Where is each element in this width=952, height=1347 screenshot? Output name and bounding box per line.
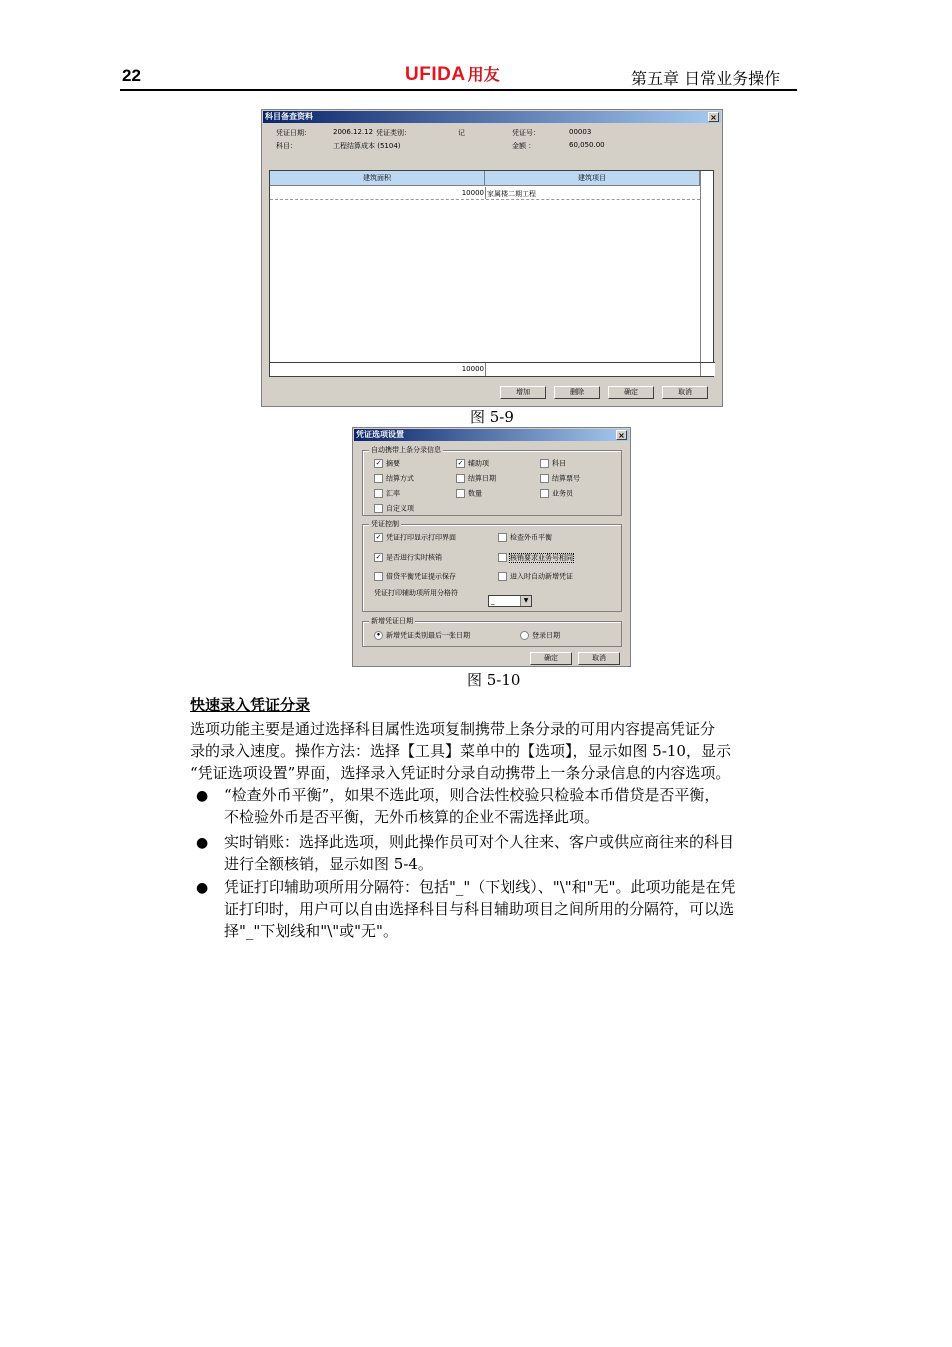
radio-icon[interactable] [520,631,529,640]
voucher-no-label: 凭证号： [512,129,540,137]
checkbox-checked-icon[interactable]: ✓ [375,553,382,561]
new-voucher-date-group [362,617,622,647]
table-row[interactable] [270,187,700,200]
checkbox-checked-icon[interactable]: ✓ [375,459,382,467]
checkbox-icon[interactable] [540,474,549,483]
checkbox-checked-icon[interactable]: ✓ [457,459,464,467]
group-title: 自动携带上条分录信息 [371,446,441,454]
cancel-button[interactable]: 取消 [662,386,708,399]
voucher-no-value: 00003 [569,128,592,136]
chapter-title: 第五章 日常业务操作 [631,69,781,88]
bullet-line: 实时销账：选择此选项，则此操作员可对个人往来、客户或供应商往来的科目 [224,833,735,851]
paragraph-line: “凭证选项设置”界面，选择录入凭证时分录自动携带上一条分录信息的内容选项。 [190,764,731,782]
checkbox-icon[interactable] [498,572,507,581]
option-settlement-method[interactable]: 结算方式 [374,474,414,484]
checkbox-icon[interactable] [540,459,549,468]
option-auto-new-voucher[interactable]: 进入时自动新增凭证 [498,572,573,582]
column-header-project[interactable]: 建筑项目 [485,171,700,186]
group-title: 新增凭证日期 [371,617,413,625]
option-check-foreign-balance[interactable]: 检查外币平衡 [498,533,552,543]
close-icon[interactable]: × [708,112,719,122]
option-writeoff-same-business-no[interactable]: 核销要求业务号相同 [498,553,573,563]
checkbox-icon[interactable] [374,489,383,498]
option-salesperson[interactable]: 业务员 [540,489,573,499]
add-button[interactable]: 增加 [500,386,546,399]
page-number: 22 [122,66,141,85]
checkbox-icon[interactable] [498,553,507,562]
checkbox-icon[interactable] [456,474,465,483]
option-exchange-rate[interactable]: 汇率 [374,489,400,499]
ok-button[interactable]: 确定 [608,386,654,399]
subject-memo-dialog [261,109,723,407]
paragraph-line: 录的录入速度。操作方法：选择【工具】菜单中的【选项】，显示如图 5-10，显示 [190,742,731,760]
header-rule [120,89,797,91]
total-row [270,362,715,376]
separator-value: _ [491,597,495,605]
checkbox-icon[interactable] [456,489,465,498]
option-settlement-date[interactable]: 结算日期 [456,474,496,484]
voucher-date-label: 凭证日期： [276,129,311,137]
figure-caption-5-10: 图 5-10 [467,671,521,689]
ok-button[interactable]: 确定 [530,652,572,665]
option-custom[interactable]: 自定义项 [374,504,414,514]
amount-value: 60,050.00 [569,141,605,149]
checkbox-icon[interactable] [374,474,383,483]
bullet-line: 证打印时，用户可以自由选择科目与科目辅助项目之间所用的分隔符，可以选 [224,900,735,918]
checkbox-checked-icon[interactable]: ✓ [375,533,382,541]
bullet-line: 进行全额核销，显示如图 5-4。 [224,855,433,873]
option-settlement-no[interactable]: 结算票号 [540,474,580,484]
checkbox-icon[interactable] [498,533,507,542]
radio-login-date[interactable]: 登录日期 [520,631,560,641]
paragraph-line: 选项功能主要是通过选择科目属性选项复制携带上条分录的可用内容提高凭证分 [190,720,716,738]
brand-name-en: UFIDA [405,64,466,85]
delete-button[interactable]: 删除 [554,386,600,399]
bullet-line: “检查外币平衡”，如果不选此项，则合法性校验只检验本币借贷是否平衡， [224,786,720,804]
column-header-area[interactable]: 建筑面积 [270,171,485,186]
option-subject[interactable]: 科目 [540,459,566,469]
separator-select[interactable] [488,595,532,607]
checkbox-icon[interactable] [540,489,549,498]
dialog-titlebar [263,111,721,123]
cell-area[interactable]: 10000 [461,189,484,197]
grid-divider [700,171,701,365]
chevron-down-icon[interactable]: ▼ [520,596,531,606]
option-quantity[interactable]: 数量 [456,489,482,499]
grid-divider [700,363,701,376]
bullet-line: 不检验外币是否平衡，无外币核算的企业不需选择此项。 [224,808,600,826]
bullet-line: 择"_"下划线和"\"或"无"。 [224,922,398,940]
checkbox-icon[interactable] [374,572,383,581]
brand-name-cn: 用友 [467,65,500,84]
checkbox-icon[interactable] [374,504,383,513]
subject-value: 工程结算成本 (5104) [333,142,401,150]
option-summary[interactable]: ✓ 摘要 [375,459,400,468]
subject-label: 科目： [276,142,297,150]
option-print-preview[interactable]: ✓ 凭证打印显示打印界面 [375,533,456,542]
option-balance-prompt-save[interactable]: 借贷平衡凭证提示保存 [374,572,456,582]
bullet-icon: ● [196,788,209,804]
voucher-type-value: 记 [458,129,465,137]
voucher-control-group [362,520,622,612]
dialog-titlebar [354,429,629,441]
voucher-type-label: 凭证类别： [376,129,411,137]
bullet-icon: ● [196,835,209,851]
bullet-icon: ● [196,880,209,896]
brand-logo [405,62,500,86]
option-auxiliary[interactable]: ✓ 辅助项 [457,459,489,468]
section-title: 快速录入凭证分录 [190,696,311,714]
carry-over-group [362,446,622,516]
figure-caption-5-9: 图 5-9 [470,408,514,426]
close-icon[interactable]: × [616,430,627,440]
separator-label: 凭证打印辅助项所用分格符 [374,589,458,597]
cell-project[interactable]: 家属楼二期工程 [487,190,536,198]
radio-selected-icon[interactable]: • [374,631,383,640]
total-area: 10000 [461,365,484,373]
amount-label: 金额 ： [512,142,536,150]
option-realtime-writeoff[interactable]: ✓ 是否进行实时核销 [375,553,442,562]
group-title: 凭证控制 [371,520,399,528]
voucher-date-value: 2006.12.12 [333,128,374,136]
memo-grid[interactable] [269,170,714,377]
dialog-title: 科目备查资料 [265,112,313,121]
cancel-button[interactable]: 取消 [578,652,620,665]
grid-divider [485,363,486,376]
voucher-options-dialog [352,427,631,667]
bullet-line: 凭证打印辅助项所用分隔符：包括"_"（下划线）、"\"和"无"。此项功能是在凭 [224,878,736,896]
dialog-title: 凭证选项设置 [356,430,404,439]
radio-last-voucher-date[interactable]: • 新增凭证类别最后一张日期 [374,631,470,641]
